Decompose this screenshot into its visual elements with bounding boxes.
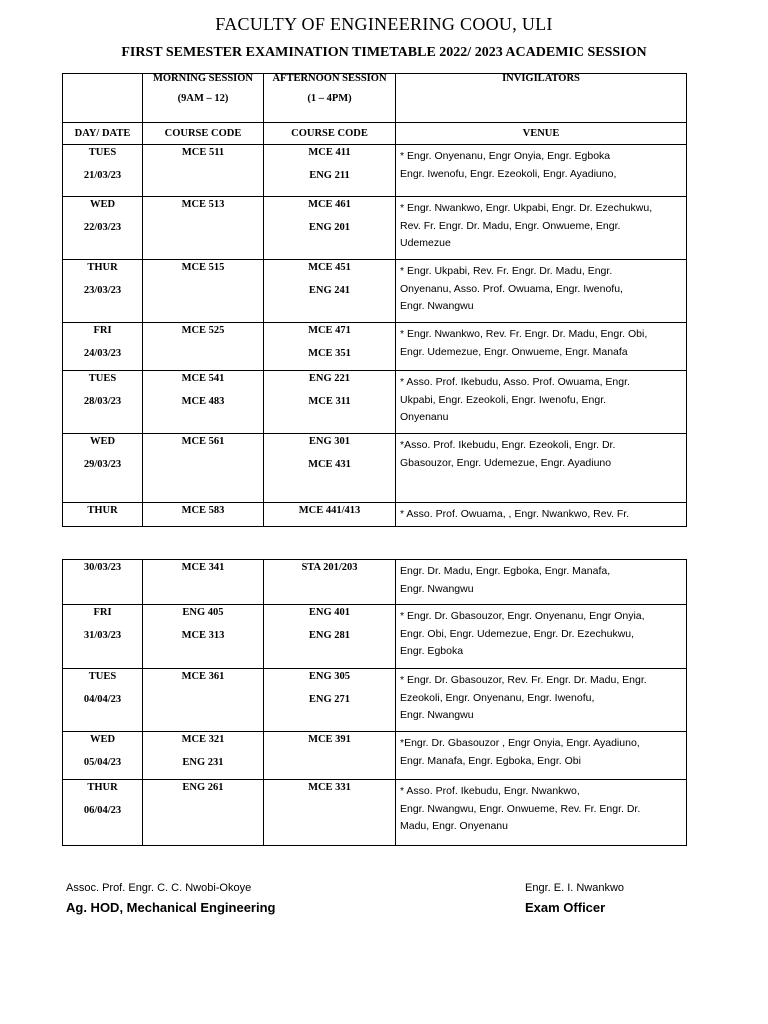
afternoon-course-cell-line: MCE 331 [308, 782, 351, 793]
table-row [63, 434, 687, 503]
invigilators-cell-line: Onyenanu [400, 411, 449, 423]
blank-header-cell [63, 74, 143, 123]
day-date-cell [63, 780, 143, 846]
invigilators-cell-line: *Engr. Dr. Gbasouzor , Engr Onyia, Engr. Ayadiuno, [400, 737, 640, 749]
morning-course-cell [143, 605, 264, 669]
morning-course-cell-line: MCE 561 [181, 436, 225, 447]
table-row [63, 732, 687, 780]
invigilators-cell-line: Engr. Nwangwu [400, 709, 474, 721]
invigilators-cell [396, 669, 687, 732]
timetable-part-1 [62, 73, 687, 527]
invigilators-cell-line: Engr. Nwangwu [400, 582, 474, 595]
day-date-cell-line: TUES [88, 373, 117, 384]
invigilators-cell-line: * Engr. Dr. Gbasouzor, Engr. Onyenanu, Engr Onyia, [400, 610, 645, 622]
day-date-cell-line: 24/03/23 [83, 348, 122, 359]
afternoon-course-cell-line: ENG 281 [308, 630, 351, 641]
morning-course-cell [143, 323, 264, 371]
morning-course-cell [143, 145, 264, 197]
invigilators-cell-line: Engr. Manafa, Engr. Egboka, Engr. Obi [400, 754, 581, 767]
invigilators-cell-line: Engr. Udemezue, Engr. Onwueme, Engr. Manafa [400, 345, 628, 358]
invigilators-cell [396, 371, 687, 434]
invigilators-cell [396, 560, 687, 605]
afternoon-course-cell-line: ENG 221 [308, 373, 351, 384]
table-row [63, 371, 687, 434]
invigilators-cell-line: Engr. Obi, Engr. Udemezue, Engr. Dr. Ezechukwu, [400, 627, 635, 640]
afternoon-course-cell [264, 560, 396, 605]
morning-session-time: (9AM – 12) [177, 93, 229, 104]
day-date-cell-line: 05/04/23 [83, 757, 122, 768]
day-date-cell-line: THUR [87, 505, 118, 516]
table-row [63, 669, 687, 732]
afternoon-course-cell [264, 260, 396, 323]
afternoon-course-cell [264, 323, 396, 371]
hod-name: Assoc. Prof. Engr. C. C. Nwobi-Okoye [66, 882, 252, 894]
day-date-cell-line: THUR [87, 262, 118, 273]
afternoon-course-cell-line: STA 201/203 [301, 562, 358, 573]
invigilators-cell-line: * Asso. Prof. Owuama, , Engr. Nwankwo, Rev. Fr. [400, 508, 630, 520]
morning-session-header [143, 74, 264, 123]
morning-course-cell-line: ENG 261 [182, 782, 224, 793]
invigilators-cell-line: Engr. Dr. Madu, Engr. Egboka, Engr. Manafa, [400, 565, 611, 577]
morning-course-cell [143, 197, 264, 260]
morning-course-cell-line: MCE 483 [181, 396, 225, 407]
day-date-cell [63, 503, 143, 527]
invigilators-cell-line: Ezeokoli, Engr. Onyenanu, Engr. Iwenofu, [400, 691, 595, 704]
day-date-cell-line: 04/04/23 [83, 694, 122, 705]
morning-course-cell [143, 732, 264, 780]
table-row [63, 605, 687, 669]
afternoon-course-cell [264, 371, 396, 434]
invigilators-cell-line: *Asso. Prof. Ikebudu, Engr. Ezeokoli, Engr. Dr. [400, 439, 616, 451]
afternoon-course-cell [264, 197, 396, 260]
document-title: FACULTY OF ENGINEERING COOU, ULI [215, 14, 553, 34]
invigilators-cell-line: Engr. Nwangwu [400, 300, 474, 312]
afternoon-course-cell [264, 434, 396, 503]
invigilators-cell [396, 503, 687, 527]
invigilators-cell-line: Onyenanu, Asso. Prof. Owuama, Engr. Iwenofu, [400, 282, 623, 295]
day-date-cell-line: TUES [88, 147, 117, 158]
day-date-cell-line: 21/03/23 [83, 170, 122, 181]
morning-course-cell [143, 669, 264, 732]
signature-right [525, 882, 624, 915]
invigilators-cell-line: Gbasouzor, Engr. Udemezue, Engr. Ayadiuno [400, 456, 612, 469]
day-date-cell-line: TUES [88, 671, 117, 682]
day-date-cell [63, 560, 143, 605]
day-date-cell [63, 669, 143, 732]
invigilators-cell-line: * Engr. Nwankwo, Rev. Fr. Engr. Dr. Madu, Engr. Obi, [400, 328, 648, 340]
afternoon-session-header [264, 74, 396, 123]
invigilators-label: INVIGILATORS [502, 73, 580, 84]
morning-course-cell-line: MCE 541 [181, 373, 225, 384]
afternoon-course-cell [264, 732, 396, 780]
invigilators-cell [396, 605, 687, 669]
invigilators-cell-line: Rev. Fr. Engr. Dr. Madu, Engr. Onwueme, Engr. [400, 219, 621, 232]
afternoon-course-cell-line: MCE 391 [308, 734, 351, 745]
invigilators-header [396, 74, 687, 123]
morning-course-cell-line: MCE 313 [181, 630, 225, 641]
afternoon-course-cell-line: MCE 351 [308, 348, 351, 359]
invigilators-cell-line: * Engr. Dr. Gbasouzor, Rev. Fr. Engr. Dr. Madu, Engr. [400, 674, 647, 686]
morning-course-cell [143, 371, 264, 434]
afternoon-course-cell-line: ENG 305 [308, 671, 351, 682]
signature-left [66, 882, 275, 915]
invigilators-cell [396, 434, 687, 503]
invigilators-cell [396, 197, 687, 260]
table-row [63, 323, 687, 371]
afternoon-course-cell-line: MCE 471 [308, 325, 351, 336]
morning-course-cell [143, 260, 264, 323]
hod-role: Ag. HOD, Mechanical Engineering [66, 900, 276, 915]
day-date-cell-line: 28/03/23 [83, 396, 122, 407]
invigilators-cell-line: * Asso. Prof. Ikebudu, Asso. Prof. Owuama, Engr. [400, 376, 630, 388]
day-date-cell-line: WED [89, 199, 116, 210]
morning-course-cell [143, 560, 264, 605]
document-subtitle: FIRST SEMESTER EXAMINATION TIMETABLE 2022/ 2023 ACADEMIC SESSION [121, 45, 647, 60]
morning-course-cell-line: ENG 405 [182, 607, 224, 618]
invigilators-cell-line: Madu, Engr. Onyenanu [400, 820, 508, 832]
day-date-cell-line: 29/03/23 [83, 459, 122, 470]
day-date-cell-line: THUR [87, 782, 118, 793]
afternoon-course-cell [264, 780, 396, 846]
afternoon-course-cell-line: ENG 211 [309, 170, 350, 181]
day-date-cell-line: WED [89, 436, 116, 447]
morning-course-cell-line: MCE 321 [181, 734, 225, 745]
day-date-cell-line: 06/04/23 [83, 805, 122, 816]
invigilators-cell-line: Engr. Egboka [400, 645, 464, 657]
day-date-header: DAY/ DATE [63, 123, 143, 145]
invigilators-cell [396, 260, 687, 323]
morning-course-cell-line: MCE 583 [181, 505, 225, 516]
afternoon-course-cell [264, 145, 396, 197]
day-date-cell-line: 22/03/23 [83, 222, 122, 233]
day-date-cell [63, 260, 143, 323]
exam-officer-name: Engr. E. I. Nwankwo [525, 882, 625, 894]
afternoon-course-cell [264, 669, 396, 732]
morning-course-cell-line: ENG 231 [182, 757, 224, 768]
afternoon-course-cell [264, 605, 396, 669]
invigilators-cell [396, 780, 687, 846]
afternoon-course-cell-line: ENG 271 [308, 694, 351, 705]
invigilators-cell [396, 323, 687, 371]
day-date-cell-line: WED [89, 734, 116, 745]
invigilators-cell [396, 145, 687, 197]
morning-course-cell [143, 434, 264, 503]
morning-course-cell [143, 780, 264, 846]
timetable-part-2-body [63, 560, 687, 846]
invigilators-cell-line: Engr. Iwenofu, Engr. Ezeokoli, Engr. Ayadiuno, [400, 167, 617, 180]
morning-course-cell-line: MCE 515 [181, 262, 225, 273]
afternoon-course-cell-line: MCE 411 [308, 147, 351, 158]
timetable-part-1-body [63, 145, 687, 527]
course-code-afternoon-header: COURSE CODE [264, 123, 396, 145]
table-row [63, 503, 687, 527]
morning-course-cell-line: MCE 361 [181, 671, 225, 682]
invigilators-cell-line: Engr. Nwangwu, Engr. Onwueme, Rev. Fr. Engr. Dr. [400, 802, 641, 815]
afternoon-course-cell-line: MCE 431 [308, 459, 351, 470]
afternoon-course-cell-line: ENG 241 [308, 285, 351, 296]
day-date-cell [63, 145, 143, 197]
venue-header: VENUE [396, 123, 687, 145]
afternoon-course-cell-line: MCE 311 [308, 396, 351, 407]
afternoon-course-cell [264, 503, 396, 527]
morning-course-cell [143, 503, 264, 527]
day-date-cell-line: 23/03/23 [83, 285, 122, 296]
course-code-morning-header: COURSE CODE [143, 123, 264, 145]
morning-course-cell-line: MCE 341 [181, 562, 225, 573]
afternoon-session-label: AFTERNOON SESSION [272, 73, 387, 84]
afternoon-course-cell-line: MCE 441/413 [298, 505, 361, 516]
morning-course-cell-line: MCE 511 [181, 147, 225, 158]
afternoon-course-cell-line: ENG 201 [308, 222, 351, 233]
day-date-cell-line: FRI [93, 325, 112, 336]
invigilators-cell-line: * Engr. Onyenanu, Engr Onyia, Engr. Egboka [400, 150, 611, 162]
afternoon-session-time: (1 – 4PM) [307, 93, 352, 104]
afternoon-course-cell-line: MCE 451 [308, 262, 351, 273]
table-row [63, 560, 687, 605]
timetable-part-2 [62, 559, 687, 846]
day-date-cell-line: 31/03/23 [83, 630, 122, 641]
invigilators-cell-line: Ukpabi, Engr. Ezeokoli, Engr. Iwenofu, Engr. [400, 393, 607, 406]
invigilators-cell-line: Udemezue [400, 237, 451, 249]
afternoon-course-cell-line: MCE 461 [308, 199, 351, 210]
day-date-cell-line: FRI [93, 607, 112, 618]
afternoon-course-cell-line: ENG 401 [308, 607, 351, 618]
morning-course-cell-line: MCE 525 [181, 325, 225, 336]
morning-course-cell-line: MCE 513 [181, 199, 225, 210]
invigilators-cell-line: * Asso. Prof. Ikebudu, Engr. Nwankwo, [400, 785, 580, 797]
invigilators-cell-line: * Engr. Ukpabi, Rev. Fr. Engr. Dr. Madu, Engr. [400, 265, 613, 277]
day-date-cell [63, 323, 143, 371]
table-row [63, 780, 687, 846]
day-date-cell [63, 605, 143, 669]
table-row [63, 145, 687, 197]
table-row [63, 260, 687, 323]
day-date-cell [63, 197, 143, 260]
day-date-cell-line: 30/03/23 [83, 562, 122, 573]
table-row [63, 197, 687, 260]
day-date-cell [63, 434, 143, 503]
day-date-cell [63, 371, 143, 434]
invigilators-cell [396, 732, 687, 780]
exam-officer-role: Exam Officer [525, 900, 606, 915]
invigilators-cell-line: * Engr. Nwankwo, Engr. Ukpabi, Engr. Dr. Ezechukwu, [400, 202, 653, 214]
afternoon-course-cell-line: ENG 301 [308, 436, 351, 447]
day-date-cell [63, 732, 143, 780]
morning-session-label: MORNING SESSION [152, 73, 254, 84]
